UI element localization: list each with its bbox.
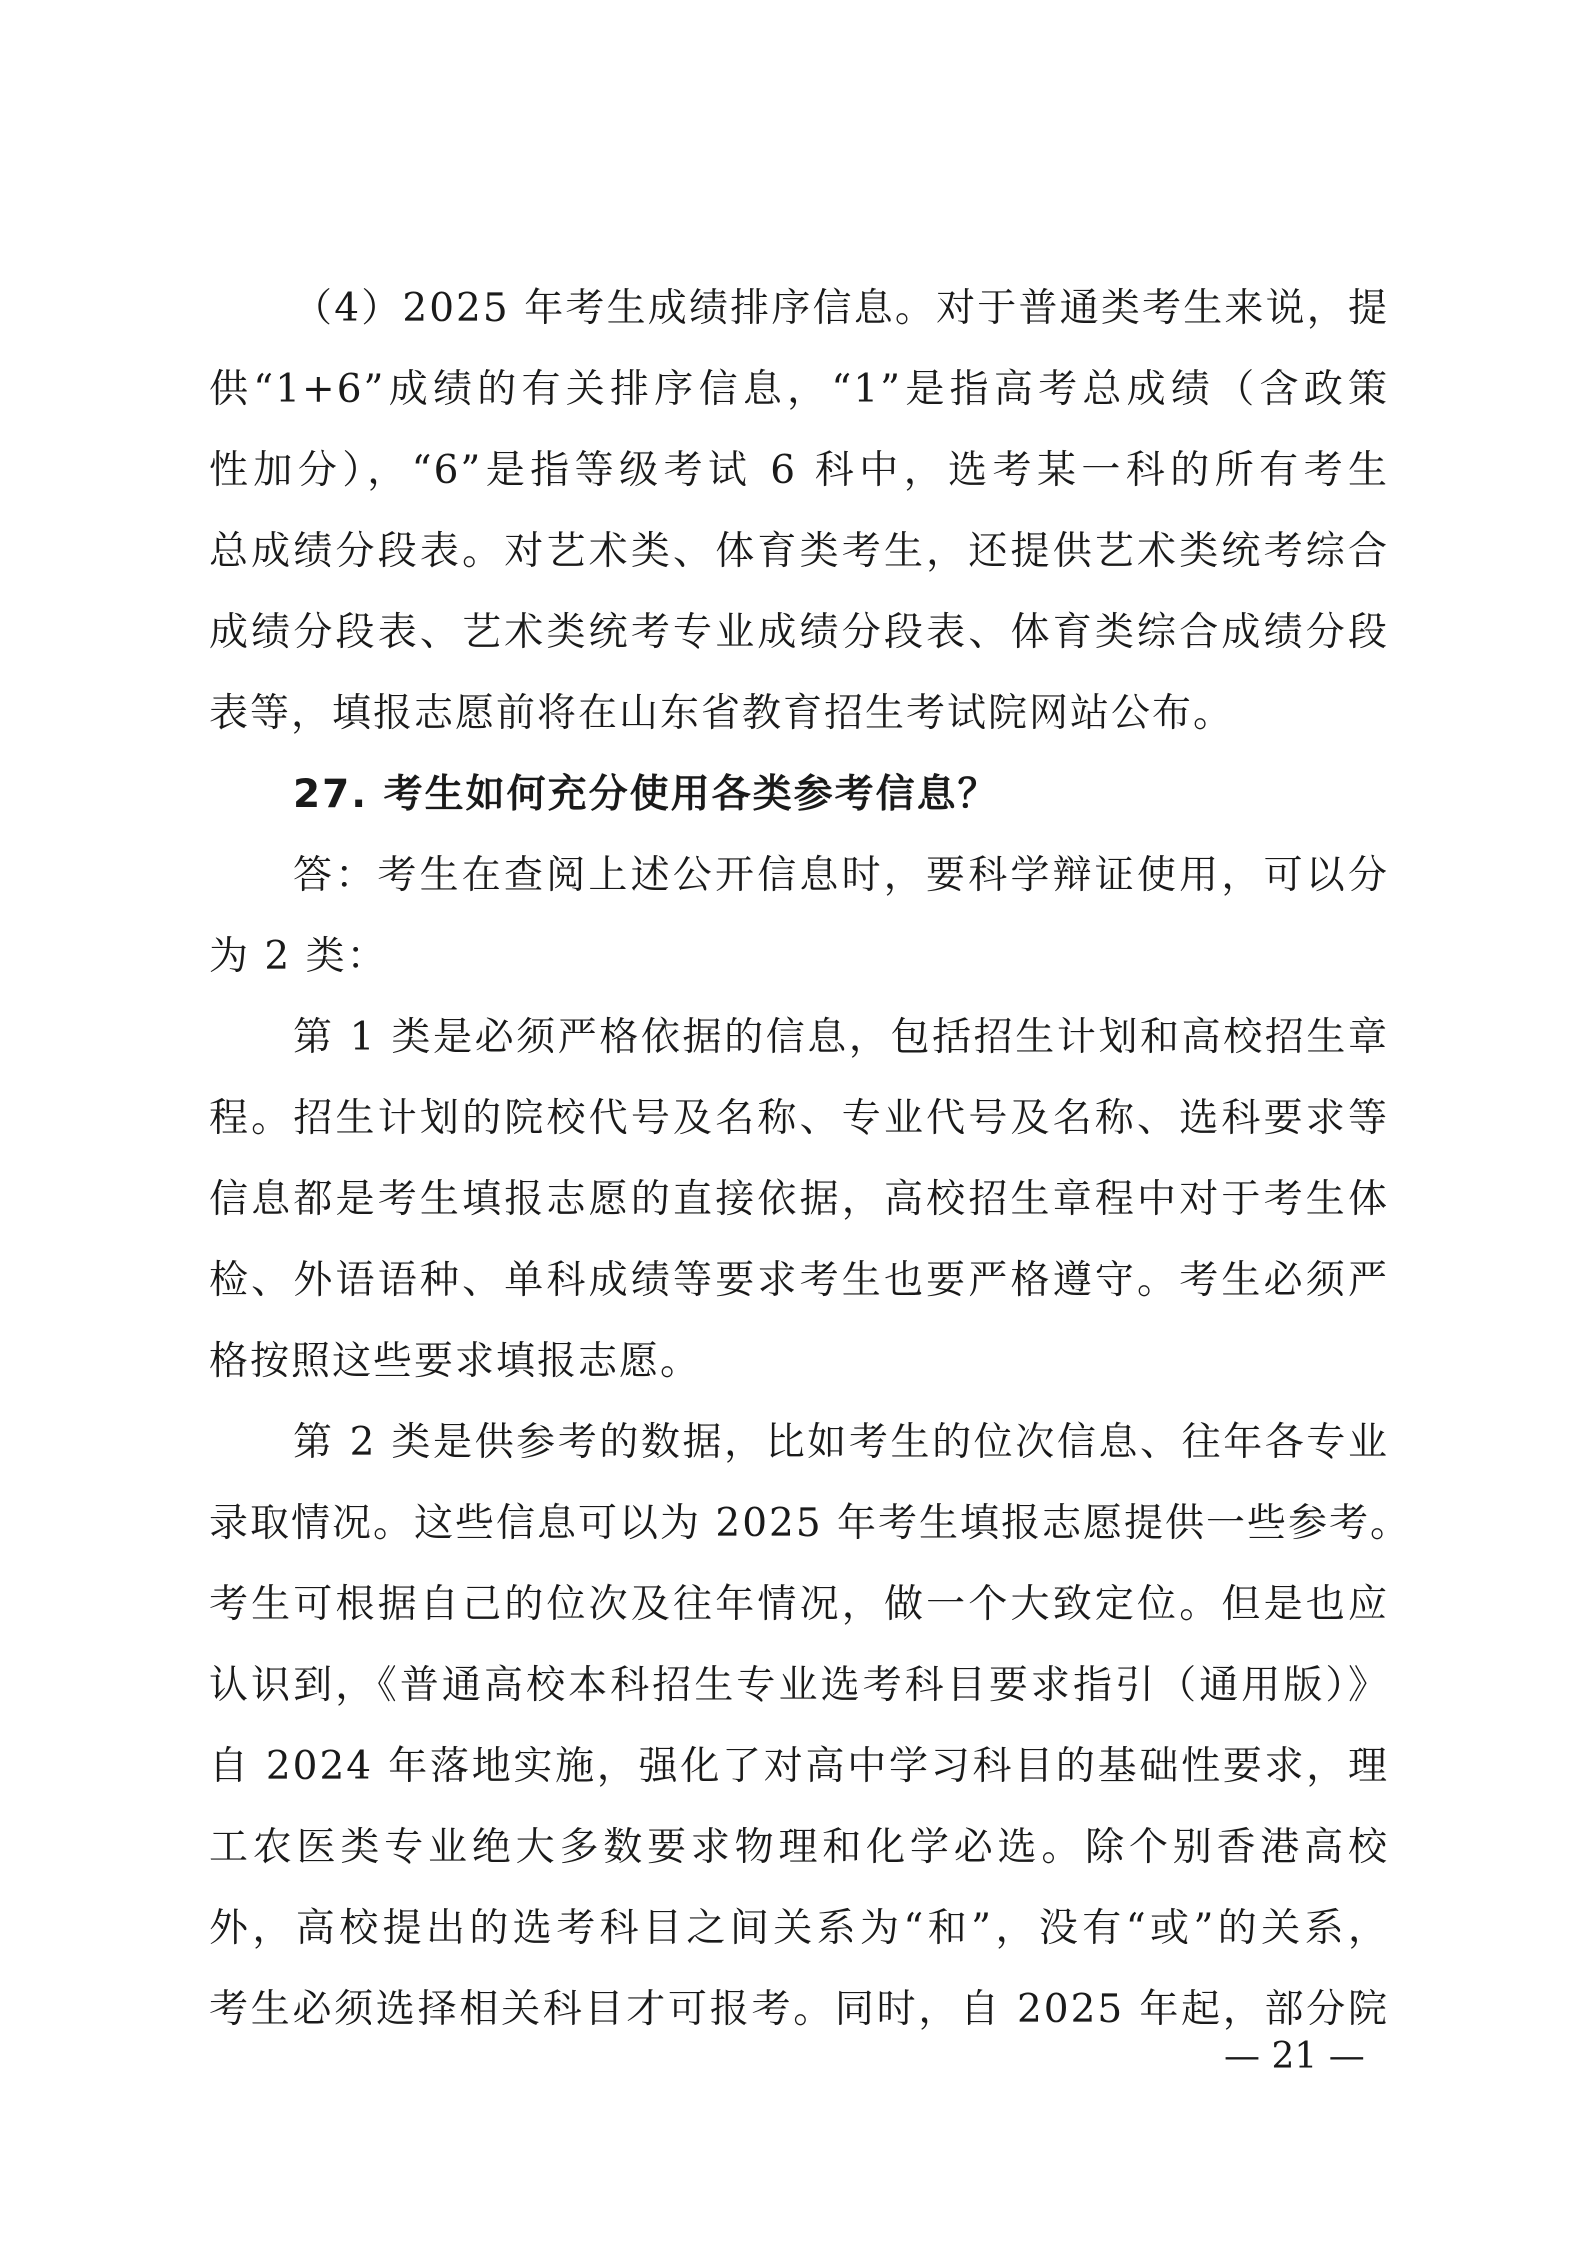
question-heading: 27. 考生如何充分使用各类参考信息？	[293, 772, 999, 817]
answer-line-1: 答：考生在查阅上述公开信息时，要科学辩证使用，可以分	[293, 853, 1389, 898]
category-1-line-2: 程。招生计划的院校代号及名称、专业代号及名称、选科要求等	[209, 1096, 1389, 1141]
paragraph-4-line-4: 总成绩分段表。对艺术类、体育类考生，还提供艺术类统考综合	[209, 529, 1389, 574]
category-2-line-4: 认识到，《普通高校本科招生专业选考科目要求指引（通用版）》	[209, 1663, 1389, 1708]
paragraph-4-line-2: 供“1+6”成绩的有关排序信息，“1”是指高考总成绩（含政策	[209, 367, 1389, 412]
category-2-line-3: 考生可根据自己的位次及往年情况，做一个大致定位。但是也应	[209, 1582, 1389, 1627]
category-2-line-5: 自 2024 年落地实施，强化了对高中学习科目的基础性要求，理	[209, 1744, 1389, 1789]
page-number: — 21 —	[1224, 2036, 1365, 2077]
answer-line-2: 为 2 类：	[209, 934, 388, 979]
category-1-line-3: 信息都是考生填报志愿的直接依据，高校招生章程中对于考生体	[209, 1177, 1389, 1222]
category-2-line-6: 工农医类专业绝大多数要求物理和化学必选。除个别香港高校	[209, 1825, 1389, 1870]
category-2-line-2: 录取情况。这些信息可以为 2025 年考生填报志愿提供一些参考。	[209, 1501, 1412, 1546]
paragraph-4-line-3: 性加分），“6”是指等级考试 6 科中，选考某一科的所有考生	[209, 448, 1389, 493]
body-text	[209, 268, 1412, 2050]
category-1-line-5: 格按照这些要求填报志愿。	[209, 1339, 702, 1384]
category-1-line-4: 检、外语语种、单科成绩等要求考生也要严格遵守。考生必须严	[209, 1258, 1389, 1303]
paragraph-4-line-5: 成绩分段表、艺术类统考专业成绩分段表、体育类综合成绩分段	[209, 610, 1389, 655]
category-2-line-1: 第 2 类是供参考的数据，比如考生的位次信息、往年各专业	[293, 1420, 1389, 1465]
category-2-line-8: 考生必须选择相关科目才可报考。同时，自 2025 年起，部分院	[209, 1987, 1389, 2032]
paragraph-4-line-6: 表等，填报志愿前将在山东省教育招生考试院网站公布。	[209, 691, 1235, 736]
paragraph-4-line-1: （4）2025 年考生成绩排序信息。对于普通类考生来说，提	[293, 286, 1389, 331]
category-1-line-1: 第 1 类是必须严格依据的信息，包括招生计划和高校招生章	[293, 1015, 1389, 1060]
category-2-line-7: 外，高校提出的选考科目之间关系为“和”，没有“或”的关系，	[209, 1906, 1389, 1951]
